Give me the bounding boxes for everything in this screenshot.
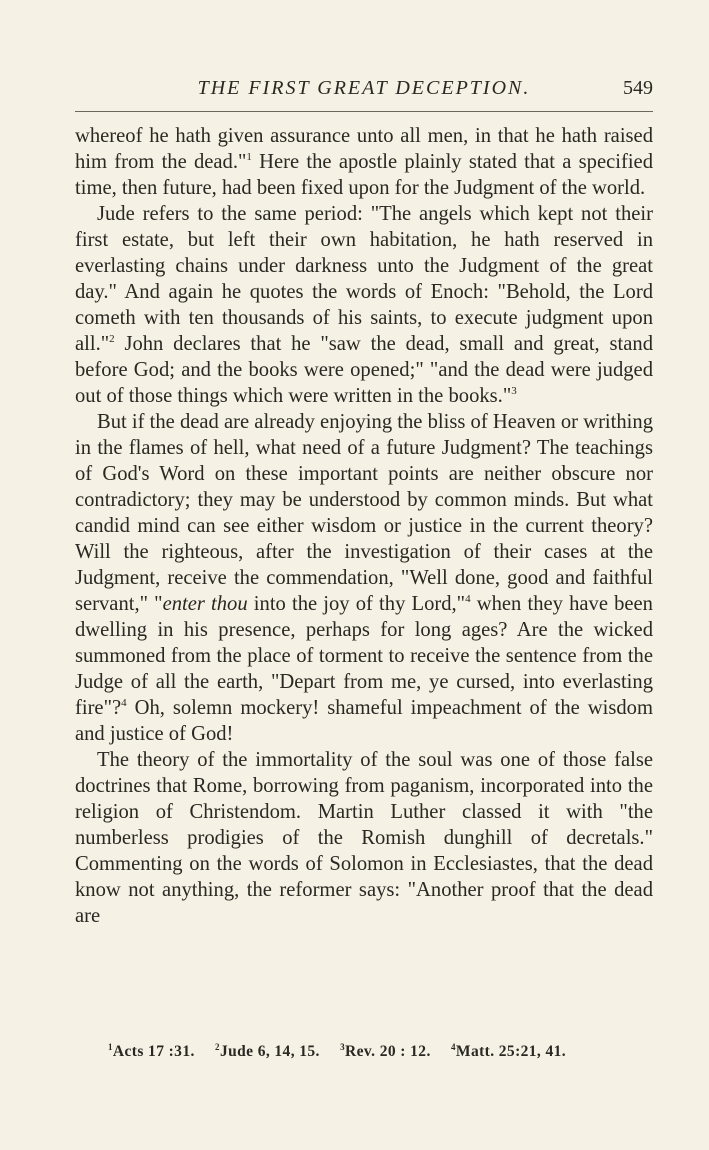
footnote-text: Acts 17 :31. (112, 1043, 195, 1060)
footnote-ref-4b: 4 (121, 697, 127, 709)
running-title: THE FIRST GREAT DECEPTION. (197, 77, 531, 99)
footnote-text: Jude 6, 14, 15. (219, 1043, 320, 1060)
footnotes (108, 1043, 653, 1061)
footnote-3 (340, 1043, 431, 1060)
p1-text-a: whereof he hath given assurance unto all men, in that he hath raised him from the dead." (75, 125, 653, 173)
p2-text-a: Jude refers to the same period: "The angels which kept not their first estate, but left their own habitation, he hath reserved in everlasting chains under darkness unto the Judgment of the great day." And again he quotes the words of Enoch: "Behold, the Lord cometh with ten thousands of his saints, to execute judgment upon all." (75, 203, 653, 355)
paragraph-3 (75, 409, 653, 747)
p1-text-b: Here the apostle plainly stated that a specified time, then future, had been fixed upon for the Judgment of the world. (75, 151, 653, 199)
footnote-1 (108, 1043, 195, 1060)
footnote-mark: 4 (451, 1042, 456, 1052)
p3-text-d: Oh, solemn mockery! shameful impeachment of the wisdom and justice of God! (75, 697, 653, 745)
p3-text-b: into the joy of thy Lord," (247, 593, 466, 615)
p2-text-b: John declares that he "saw the dead, small and great, stand before God; and the books were opened;" "and the dead were judged out of those things which were written in the books." (75, 333, 653, 407)
paragraph-1 (75, 123, 653, 201)
footnote-text: Matt. 25:21, 41. (455, 1043, 567, 1060)
header-rule (75, 111, 653, 112)
paragraph-4: The theory of the immortality of the soul was one of those false doctrines that Rome, borrowing from paganism, incorporated into the religion of Christendom. Martin Luther classed it with "the numberless prodigies of the Romish dunghill of decretals." Commenting on the words of Solomon in Ecclesiastes, that the dead know not anything, the reformer says: "Another proof that the dead are (75, 749, 653, 927)
footnote-mark: 1 (108, 1042, 113, 1052)
footnote-ref-4a: 4 (465, 593, 471, 605)
footnote-4 (451, 1043, 566, 1060)
p3-text-c: when they have been dwelling in his presence, perhaps for long ages? Are the wicked summoned from the place of torment to receive the sentence from the Judge of all the earth, "Depart from me, ye cursed, into everlasting fire"? (75, 593, 653, 719)
footnote-mark: 3 (340, 1042, 346, 1052)
page-number: 549 (623, 77, 653, 99)
p3-text-a: But if the dead are already enjoying the bliss of Heaven or writhing in the flames of hell, what need of a future Judgment? The teachings of God's Word on these important points are neither obscure nor contradictory; they may be understood by common minds. But what candid mind can see either wisdom or justice in the current theory? Will the righteous, after the investigation of their cases at the Judgment, receive the commendation, "Well done, good and faithful servant," " (75, 411, 653, 615)
footnote-mark: 2 (215, 1042, 220, 1052)
page-header (75, 74, 653, 106)
paragraph-2 (75, 201, 653, 409)
footnote-text: Rev. 20 : 12. (345, 1043, 431, 1060)
body-text (75, 123, 653, 929)
footnote-ref-1: 1 (246, 151, 252, 163)
footnote-ref-2: 2 (109, 333, 115, 345)
footnote-2 (215, 1043, 320, 1060)
p3-italic-phrase: enter thou (162, 593, 248, 615)
footnote-ref-3: 3 (511, 385, 517, 397)
